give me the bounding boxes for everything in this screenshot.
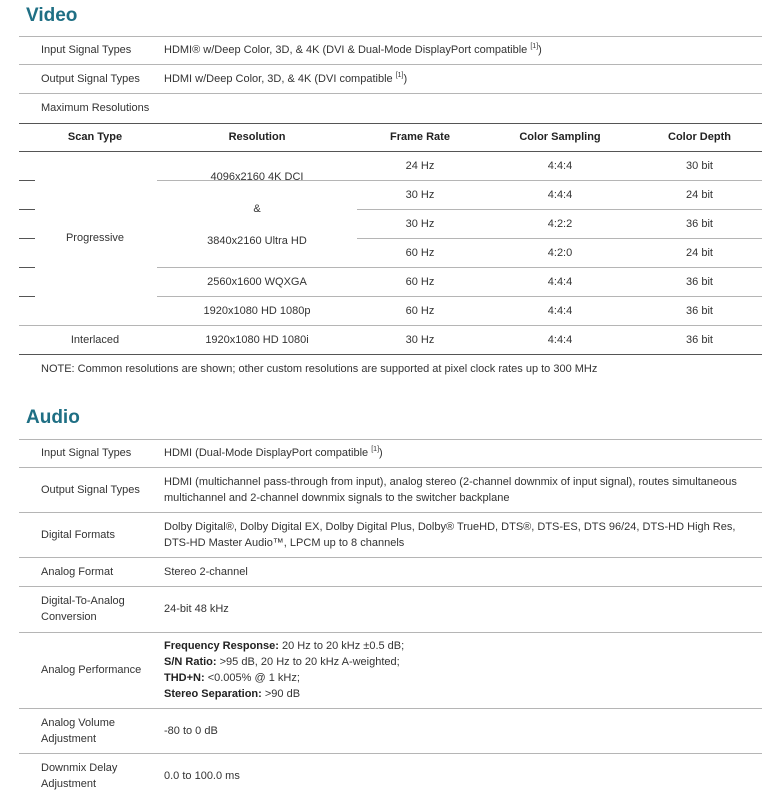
header-scan-type: Scan Type bbox=[67, 131, 123, 143]
header-resolution: Resolution bbox=[228, 131, 286, 143]
resolution-ultra-hd: 3840x2160 Ultra HD bbox=[207, 235, 307, 247]
footnote-ref[interactable]: [1] bbox=[395, 72, 404, 79]
row-tick bbox=[19, 238, 35, 239]
color-depth-cell: 36 bit bbox=[686, 334, 713, 346]
divider bbox=[357, 209, 762, 210]
divider bbox=[19, 36, 762, 37]
divider bbox=[357, 238, 762, 239]
divider bbox=[19, 512, 762, 513]
header-color-sampling: Color Sampling bbox=[519, 131, 601, 143]
footnote-ref[interactable]: [1] bbox=[371, 446, 380, 453]
audio-output-value: HDMI (multichannel pass-through from input), analog stereo (2-channel downmix of input signal), routes simultaneous multichannel and 2-channel downmix signals to the switcher backplane bbox=[164, 476, 737, 504]
audio-input-value: HDMI (Dual-Mode DisplayPort compatible [1]) bbox=[164, 446, 383, 459]
divider bbox=[19, 93, 762, 94]
frame-rate-cell: 30 Hz bbox=[405, 218, 435, 230]
resolution-cell: 1920x1080 HD 1080p bbox=[203, 305, 311, 317]
header-color-depth: Color Depth bbox=[668, 131, 731, 143]
row-tick bbox=[19, 267, 35, 268]
color-sampling-cell: 4:4:4 bbox=[547, 305, 573, 317]
row-tick bbox=[19, 296, 35, 297]
dac-label: Digital-To-Analog Conversion bbox=[41, 595, 125, 623]
frame-rate-cell: 60 Hz bbox=[405, 276, 435, 288]
divider bbox=[19, 467, 762, 468]
color-sampling-cell: 4:4:4 bbox=[547, 160, 573, 172]
analog-performance-value bbox=[164, 638, 404, 702]
audio-section-title: Audio bbox=[26, 407, 80, 428]
header-frame-rate: Frame Rate bbox=[390, 131, 450, 143]
resolution-cell: 2560x1600 WQXGA bbox=[207, 276, 307, 288]
color-sampling-cell: 4:2:2 bbox=[547, 218, 573, 230]
divider bbox=[19, 325, 762, 326]
frame-rate-cell: 60 Hz bbox=[405, 247, 435, 259]
row-tick bbox=[19, 180, 35, 181]
frequency-response-line: Frequency Response: 20 Hz to 20 kHz ±0.5 dB; bbox=[164, 640, 405, 652]
analog-format-value: Stereo 2-channel bbox=[164, 566, 248, 578]
footnote-ref[interactable]: [1] bbox=[530, 43, 539, 50]
audio-output-label: Output Signal Types bbox=[41, 484, 140, 496]
video-output-label: Output Signal Types bbox=[41, 73, 140, 85]
color-sampling-cell: 4:4:4 bbox=[547, 334, 573, 346]
volume-label: Analog Volume Adjustment bbox=[41, 717, 115, 745]
table-bottom-border bbox=[19, 354, 762, 355]
color-depth-cell: 24 bit bbox=[686, 247, 713, 259]
divider bbox=[19, 586, 762, 587]
color-depth-cell: 36 bit bbox=[686, 218, 713, 230]
analog-format-label: Analog Format bbox=[41, 566, 114, 578]
divider bbox=[19, 708, 762, 709]
analog-performance-label: Analog Performance bbox=[41, 664, 142, 676]
divider bbox=[157, 296, 762, 297]
frame-rate-cell: 60 Hz bbox=[405, 305, 435, 317]
table-top-border bbox=[19, 123, 762, 124]
downmix-delay-value: 0.0 to 100.0 ms bbox=[164, 770, 240, 782]
digital-formats-label: Digital Formats bbox=[41, 529, 115, 541]
frame-rate-cell: 30 Hz bbox=[405, 334, 435, 346]
frame-rate-cell: 30 Hz bbox=[405, 189, 435, 201]
color-sampling-cell: 4:4:4 bbox=[547, 276, 573, 288]
thd-line: THD+N: <0.005% @ 1 kHz; bbox=[164, 672, 300, 684]
divider bbox=[19, 64, 762, 65]
resolution-ampersand: & bbox=[253, 203, 261, 215]
color-depth-cell: 36 bit bbox=[686, 305, 713, 317]
video-input-label: Input Signal Types bbox=[41, 44, 132, 56]
video-note: NOTE: Common resolutions are shown; other custom resolutions are supported at pixel clock rates up to 300 MHz bbox=[41, 363, 598, 375]
volume-value: -80 to 0 dB bbox=[164, 725, 218, 737]
color-sampling-cell: 4:4:4 bbox=[547, 189, 573, 201]
dac-value: 24-bit 48 kHz bbox=[164, 603, 229, 615]
sn-ratio-line: S/N Ratio: >95 dB, 20 Hz to 20 kHz A-weighted; bbox=[164, 656, 400, 668]
divider bbox=[19, 557, 762, 558]
divider bbox=[157, 267, 762, 268]
audio-input-label: Input Signal Types bbox=[41, 447, 132, 459]
table-header-border bbox=[19, 151, 762, 152]
divider bbox=[19, 753, 762, 754]
color-depth-cell: 24 bit bbox=[686, 189, 713, 201]
color-depth-cell: 30 bit bbox=[686, 160, 713, 172]
color-sampling-cell: 4:2:0 bbox=[547, 247, 573, 259]
video-section-title: Video bbox=[26, 5, 78, 26]
scan-type-interlaced: Interlaced bbox=[70, 334, 120, 346]
downmix-delay-label: Downmix Delay Adjustment bbox=[41, 762, 118, 790]
scan-type-progressive: Progressive bbox=[65, 232, 125, 244]
row-tick bbox=[19, 209, 35, 210]
frame-rate-cell: 24 Hz bbox=[405, 160, 435, 172]
video-max-res-label: Maximum Resolutions bbox=[41, 102, 150, 114]
resolution-cell: 1920x1080 HD 1080i bbox=[205, 334, 309, 346]
divider bbox=[19, 439, 762, 440]
divider bbox=[157, 180, 762, 181]
digital-formats-value: Dolby Digital®, Dolby Digital EX, Dolby Digital Plus, Dolby® TrueHD, DTS®, DTS-ES, DTS 96/24, DTS-HD High Res, DTS-HD Master Audio™, LPCM up to 8 channels bbox=[164, 521, 736, 549]
video-input-value: HDMI® w/Deep Color, 3D, & 4K (DVI & Dual-Mode DisplayPort compatible [1]) bbox=[164, 43, 542, 56]
video-output-value: HDMI w/Deep Color, 3D, & 4K (DVI compatible [1]) bbox=[164, 72, 408, 85]
color-depth-cell: 36 bit bbox=[686, 276, 713, 288]
stereo-separation-line: Stereo Separation: >90 dB bbox=[164, 688, 301, 700]
resolution-4k-dci: 4096x2160 4K DCI bbox=[210, 171, 304, 183]
divider bbox=[19, 632, 762, 633]
